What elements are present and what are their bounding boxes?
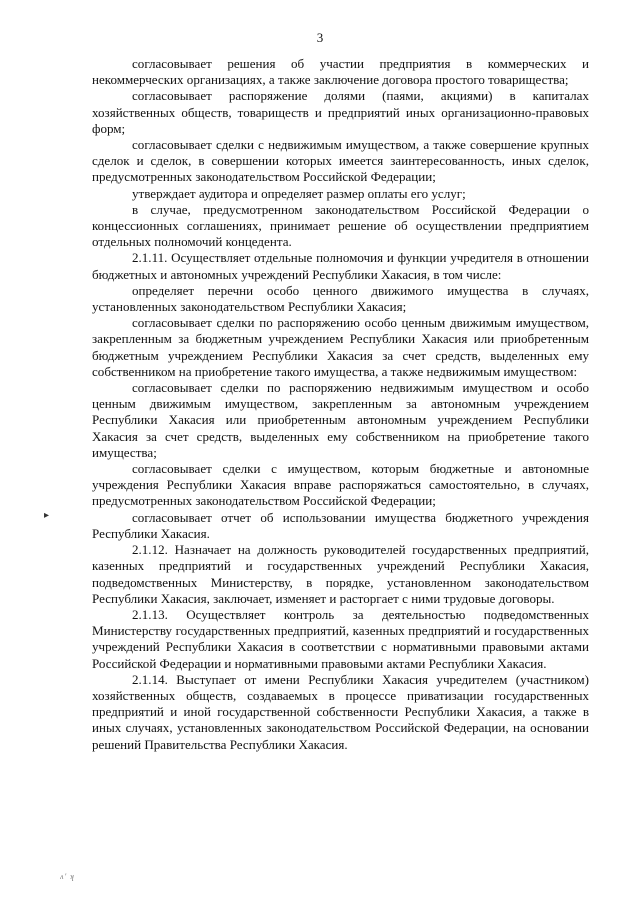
margin-mark: ▸ [44,510,50,521]
paragraph-auditor: утверждает аудитора и определяет размер оплаты его услуг; [132,185,466,201]
paragraph-independent-deals: согласовывает сделки с имуществом, которым бюджетные и автономные учреждения Республики Хакасия вправе распоряжаться самостоятельно, в случаях, предусмотренных законодательством Российской Федерации; [92,461,589,509]
paragraph-budget-institution-deals: согласовывает сделки по распоряжению особо ценным движимым имуществом, закрепленным за бюджетным учреждением Республики Хакасия или приобретенным бюджетным учреждением Республики Хакасия за счет средств, выделенных ему собственником на приобретение такого имущества, а также недвижимым имуществом: [92,315,589,379]
document-body [92,56,589,753]
paragraph-concession: в случае, предусмотренном законодательством Российской Федерации о концессионных соглашениях, принимает решение об осуществлении предприятием отдельных полномочий концедента. [92,201,589,250]
paragraph-real-estate-deals: согласовывает сделки с недвижимым имуществом, а также совершение крупных сделок и сделок, в совершении которых имеется заинтересованность, иных сделок, предусмотренных законодательством Российской Федерации; [92,137,589,185]
paragraph-participation: согласовывает решения об участии предприятия в коммерческих и некоммерческих организациях, а также заключение договора простого товарищества; [92,56,589,88]
paragraph-2-1-14: 2.1.14. Выступает от имени Республики Хакасия учредителем (участником) хозяйственных обществ, создаваемых в процессе приватизации государственных предприятий и иной государственной собственности Республики Хакасия, а также в иных случаях, установленных законодательством Российской Федерации, на основании решений Правительства Республики Хакасия. [92,671,589,752]
paragraph-2-1-12: 2.1.12. Назначает на должность руководителей государственных предприятий, казенных предприятий и государственных учреждений Республики Хакасия, подведомственных Министерству, в порядке, установленном законодательством Республики Хакасия, заключает, изменяет и расторгает с ними трудовые договоры. [92,542,589,606]
paragraph-valuable-property-lists: определяет перечни особо ценного движимого имущества в случаях, установленных законодательством Республики Хакасия; [92,282,589,315]
paragraph-2-1-13: 2.1.13. Осуществляет контроль за деятельностью подведомственных Министерству государственных предприятий, казенных предприятий и государственных учреждений Республики Хакасия в соответствии с нормативными правовыми актами Российской Федерации и нормативными правовыми актами Республики Хакасия. [92,606,589,671]
paragraph-usage-report: согласовывает отчет об использовании имущества бюджетного учреждения Республики Хакасия. [92,509,589,541]
page-number: 3 [316,30,324,45]
paragraph-shares: согласовывает распоряжение долями (паями, акциями) в капиталах хозяйственных обществ, товариществ и предприятий иных организационно-правовых форм; [92,88,589,136]
paragraph-autonomous-institution-deals: согласовывает сделки по распоряжению недвижимым имуществом и особо ценным движимым имуществом, закрепленным за автономным учреждением Республики Хакасия или приобретенным автономным учреждением Республики Хакасия за счет средств, выделенных ему собственником на приобретение такого имущества; [92,380,589,460]
footer-mark: ʌ' ʞ [60,872,75,881]
paragraph-2-1-11: 2.1.11. Осуществляет отдельные полномочия и функции учредителя в отношении бюджетных и автономных учреждений Республики Хакасия, в том числе: [92,250,589,282]
